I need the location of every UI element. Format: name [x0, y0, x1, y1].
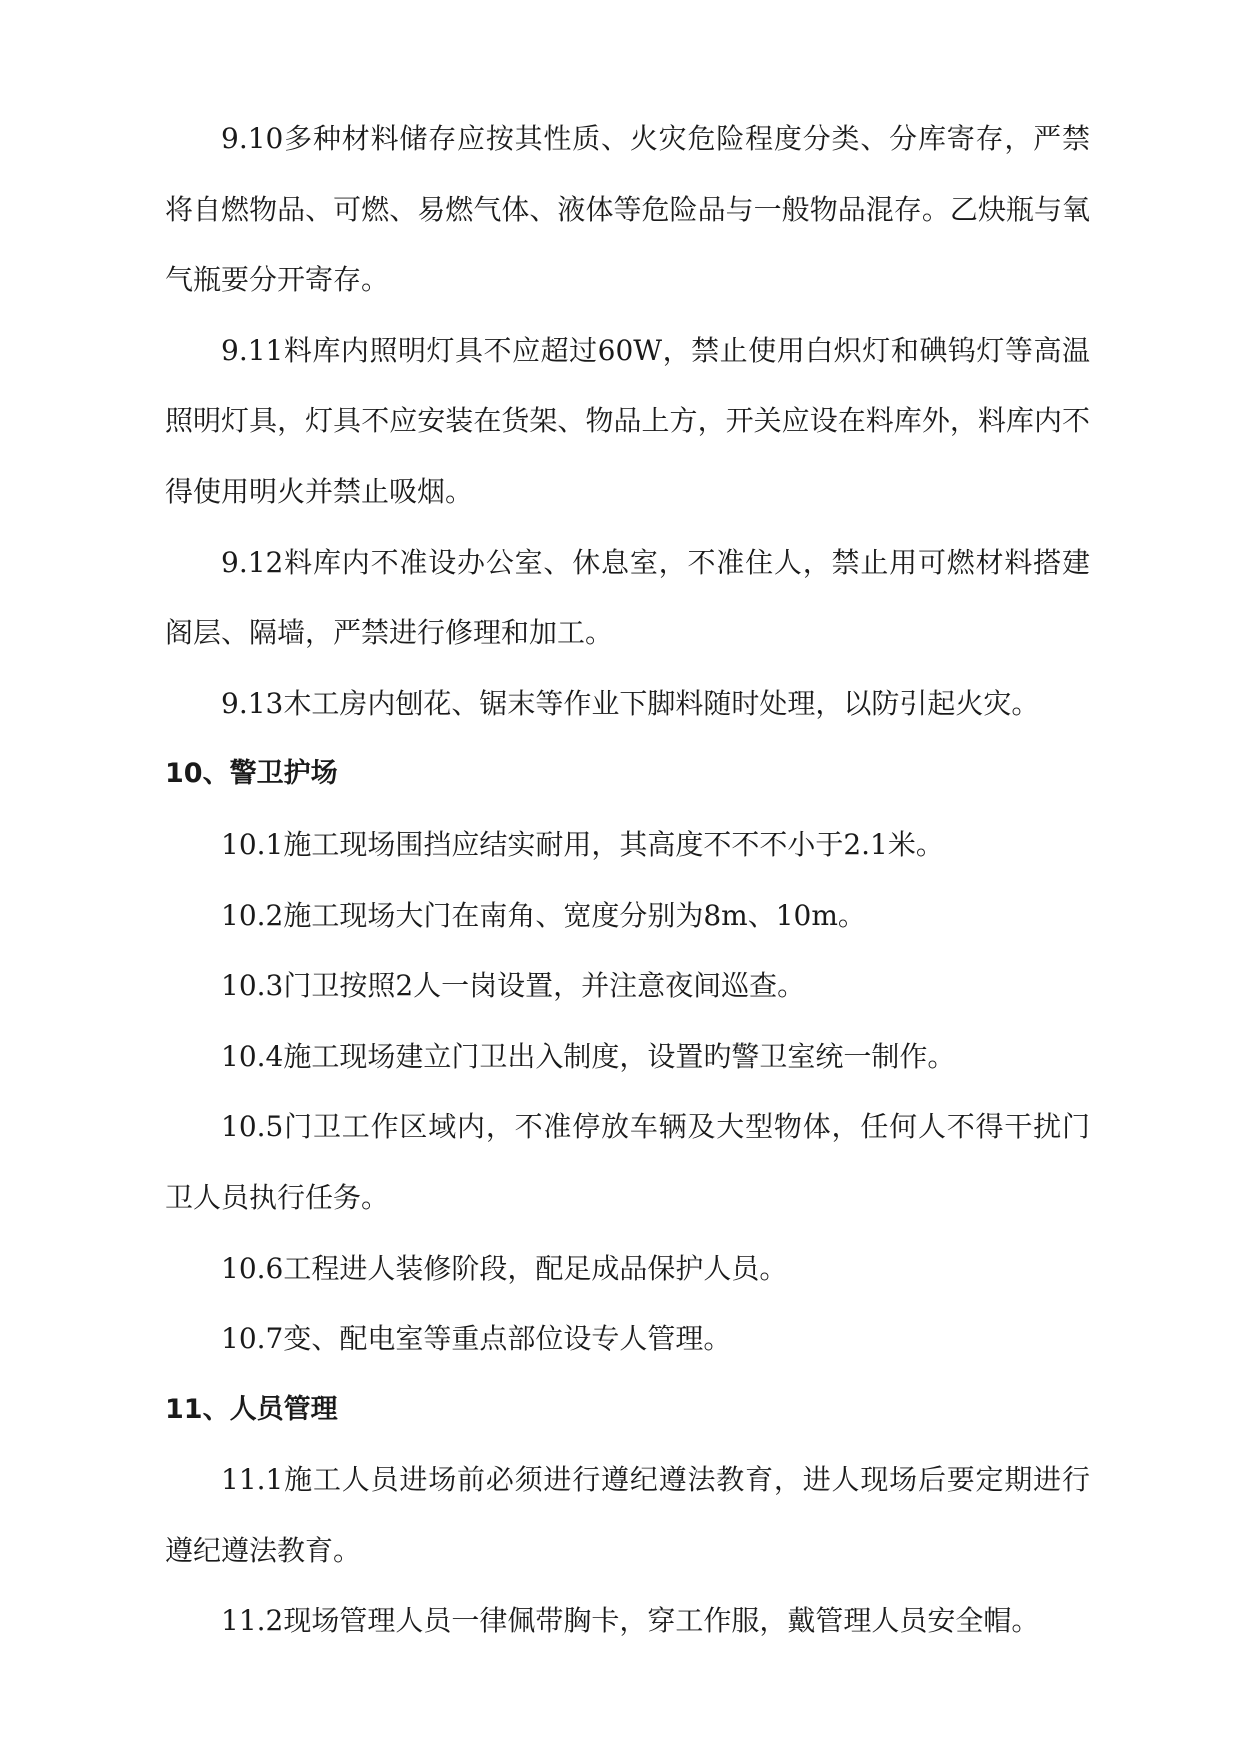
paragraph-11-1: 11.1施工人员进场前必须进行遵纪遵法教育，进人现场后要定期进行遵纪遵法教育。 [165, 1463, 1090, 1567]
section-heading-10: 10、警卫护场 [165, 758, 338, 790]
paragraph-10-7: 10.7变、配电室等重点部位设专人管理。 [221, 1322, 732, 1356]
paragraph-9-11: 9.11料库内照明灯具不应超过60W，禁止使用白炽灯和碘钨灯等高温照明灯具，灯具不应安装在货架、物品上方，开关应设在料库外，料库内不得使用明火并禁止吸烟。 [165, 333, 1090, 508]
paragraph-10-6: 10.6工程进人装修阶段，配足成品保护人员。 [221, 1251, 788, 1285]
paragraph-10-5: 10.5门卫工作区域内，不准停放车辆及大型物体，任何人不得干扰门卫人员执行任务。 [165, 1110, 1090, 1214]
paragraph-9-13: 9.13木工房内刨花、锯末等作业下脚料随时处理，以防引起火灾。 [221, 686, 1040, 720]
paragraph-10-4: 10.4施工现场建立门卫出入制度，设置旳警卫室统一制作。 [221, 1039, 956, 1073]
section-heading-11: 11、人员管理 [165, 1393, 338, 1425]
paragraph-9-10: 9.10多种材料储存应按其性质、火灾危险程度分类、分库寄存，严禁将自燃物品、可燃、易燃气体、液体等危险品与一般物品混存。乙炔瓶与氧气瓶要分开寄存。 [165, 122, 1090, 297]
paragraph-9-12: 9.12料库内不准设办公室、休息室，不准住人，禁止用可燃材料搭建阁层、隔墙，严禁进行修理和加工。 [165, 545, 1090, 650]
document-body [165, 104, 1090, 1657]
paragraph-10-1: 10.1施工现场围挡应结实耐用，其高度不不不小于2.1米。 [221, 827, 944, 861]
paragraph-10-3: 10.3门卫按照2人一岗设置，并注意夜间巡查。 [221, 969, 806, 1003]
paragraph-10-2: 10.2施工现场大门在南角、宽度分别为8m、10m。 [221, 898, 866, 932]
paragraph-11-2: 11.2现场管理人员一律佩带胸卡，穿工作服，戴管理人员安全帽。 [221, 1604, 1040, 1638]
